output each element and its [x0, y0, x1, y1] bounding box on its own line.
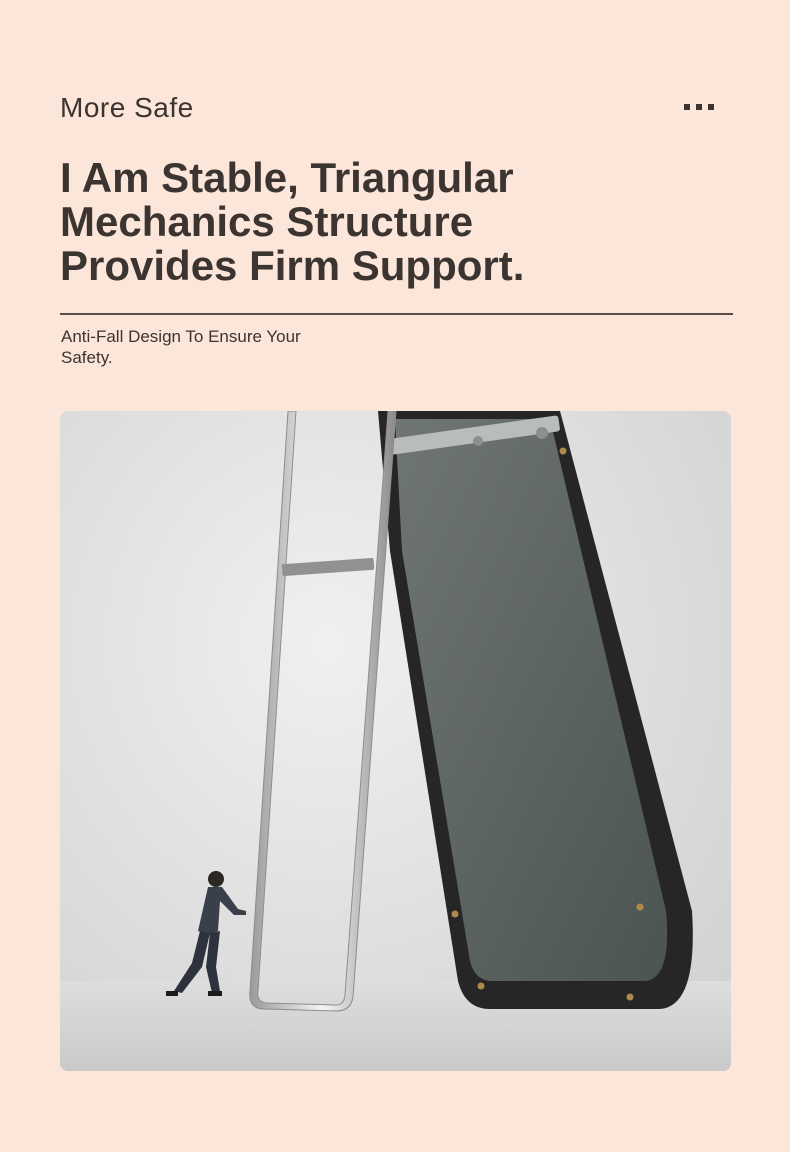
section-eyebrow: More Safe — [60, 92, 194, 123]
screw — [627, 994, 634, 1001]
product-photo — [60, 411, 731, 1071]
subtitle — [61, 326, 361, 368]
divider — [60, 313, 733, 315]
screw — [478, 983, 485, 990]
headline-line-1: I Am Stable, Triangular — [60, 154, 514, 201]
subtitle-line-1: Anti-Fall Design To Ensure Your — [61, 327, 301, 346]
headline-line-2: Mechanics Structure — [60, 198, 474, 245]
dot — [708, 104, 714, 110]
dot — [696, 104, 702, 110]
screw — [452, 911, 459, 918]
stand-frame — [250, 411, 396, 1011]
headline — [60, 156, 660, 288]
screw — [560, 448, 567, 455]
bracket-screw — [536, 427, 548, 439]
headline-line-3: Provides Firm Support. — [60, 242, 525, 289]
subtitle-line-2: Safety. — [61, 348, 113, 367]
man-figure — [166, 871, 246, 996]
stand-crossbar — [282, 558, 375, 576]
bracket-screw — [473, 436, 483, 446]
dot — [684, 104, 690, 110]
screw — [637, 904, 644, 911]
ellipsis-icon[interactable] — [684, 104, 714, 110]
mirror-stand-illustration — [60, 411, 731, 1071]
